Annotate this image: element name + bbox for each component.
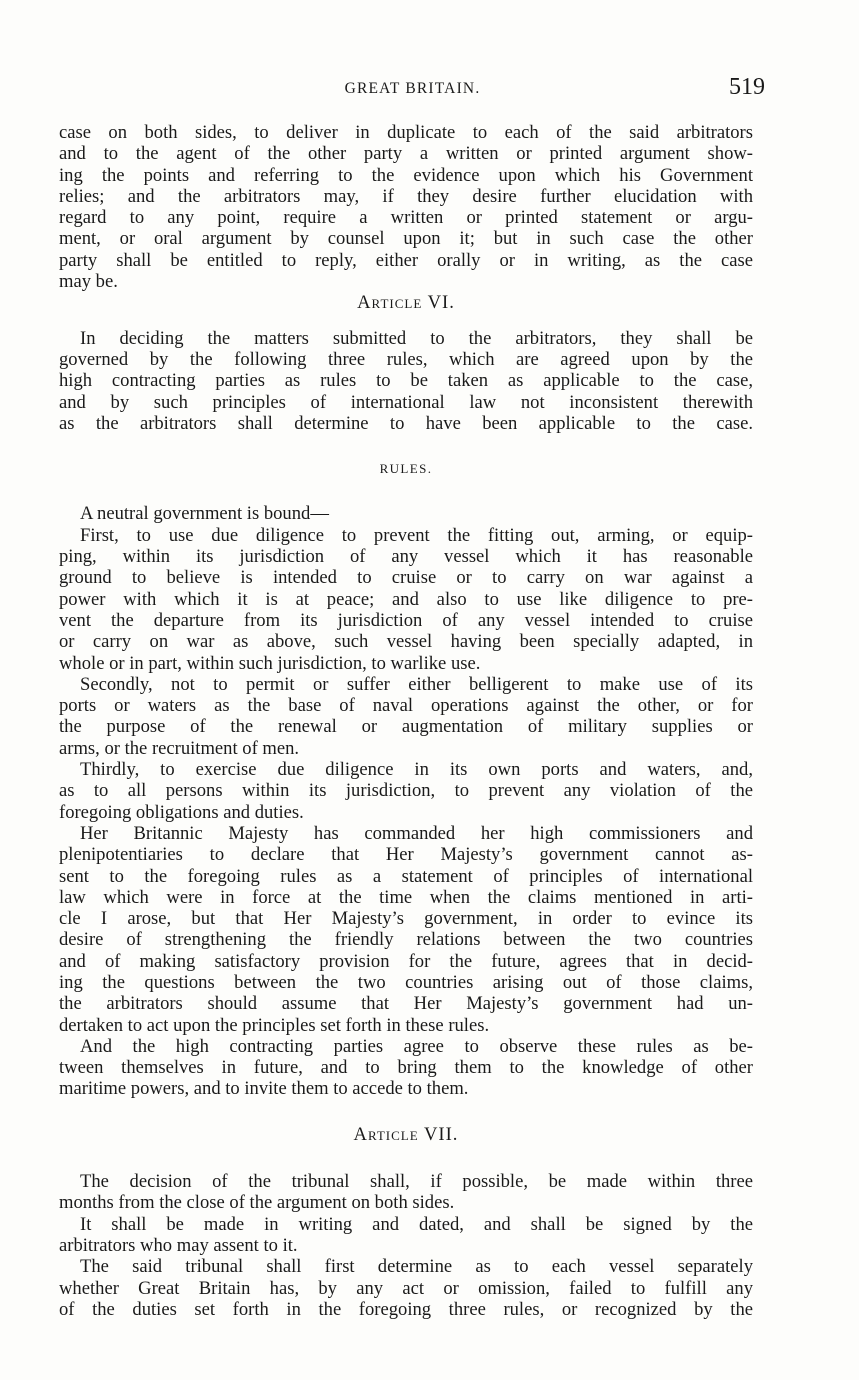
spacer xyxy=(59,1145,753,1171)
text-line: cle I arose, but that Her Majesty’s government, in order to evince its xyxy=(59,908,753,930)
text-line: Secondly, not to permit or suffer either belligerent to make use of its xyxy=(80,673,753,695)
text-line: Thirdly, to exercise due diligence in its own ports and waters, and, xyxy=(80,759,753,781)
text-line: And the high contracting parties agree to observe these rules as be- xyxy=(80,1035,753,1057)
running-head xyxy=(60,74,765,104)
text-line: may be. xyxy=(59,271,118,293)
article-vii-heading: Article VII. xyxy=(353,1123,459,1145)
article-vi-heading: Article VI. xyxy=(357,292,455,314)
text-line: vent the departure from its jurisdiction of any vessel intended to cruise xyxy=(59,609,753,631)
text-line: The said tribunal shall first determine as to each vessel separately xyxy=(80,1256,753,1278)
text-line: maritime powers, and to invite them to accede to them. xyxy=(59,1078,469,1100)
text-line: or carry on war as above, such vessel having been specially adapted, in xyxy=(59,631,753,653)
text-line: of the duties set forth in the foregoing three rules, or recognized by the xyxy=(59,1298,753,1320)
text-line: whole or in part, within such jurisdiction, to warlike use. xyxy=(59,652,481,674)
text-line: high contracting parties as rules to be taken as applicable to the case, xyxy=(59,370,753,392)
text-line: dertaken to act upon the principles set forth in these rules. xyxy=(59,1014,490,1036)
text-line: whether Great Britain has, by any act or omission, failed to fulfill any xyxy=(59,1277,753,1299)
text-line: as to all persons within its jurisdiction, to prevent any violation of the xyxy=(59,780,753,802)
text-line: ground to believe is intended to cruise or to carry on war against a xyxy=(59,567,753,589)
page-number: 519 xyxy=(729,74,765,100)
text-line: the purpose of the renewal or augmentation of military supplies or xyxy=(59,716,753,738)
text-line: arms, or the recruitment of men. xyxy=(59,737,300,759)
spacer xyxy=(59,314,753,328)
rule-thirdly xyxy=(59,759,753,823)
text-line: arbitrators who may assent to it. xyxy=(59,1234,298,1256)
rules-intro: A neutral government is bound— xyxy=(80,503,329,525)
text-line: ing the questions between the two countries arising out of those claims, xyxy=(59,971,753,993)
text-line: and by such principles of international law not inconsistent therewith xyxy=(59,391,753,413)
text-line: Her Britannic Majesty has commanded her high commissioners and xyxy=(80,822,753,844)
text-line: In deciding the matters submitted to the arbitrators, they shall be xyxy=(80,327,753,349)
text-line: and to the agent of the other party a written or printed argument show- xyxy=(59,143,753,165)
decision-paragraph xyxy=(59,1171,753,1214)
rule-first xyxy=(59,525,753,674)
article-vi-paragraph xyxy=(59,328,753,434)
running-title: GREAT BRITAIN. xyxy=(344,80,481,97)
text-line: as the arbitrators shall determine to have been applicable to the case. xyxy=(59,412,753,434)
spacer xyxy=(59,1100,753,1124)
body-text xyxy=(59,122,753,1320)
text-line: the arbitrators should assume that Her Majesty’s government had un- xyxy=(59,993,753,1015)
text-line: tween themselves in future, and to bring them to the knowledge of other xyxy=(59,1057,753,1079)
opening-paragraph xyxy=(59,122,753,292)
text-line: governed by the following three rules, which are agreed upon by the xyxy=(59,348,753,370)
text-line: ment, or oral argument by counsel upon it; but in such case the other xyxy=(59,228,753,250)
text-line: ports or waters as the base of naval operations against the other, or for xyxy=(59,695,753,717)
contracting-parties-paragraph xyxy=(59,1036,753,1100)
writing-paragraph xyxy=(59,1214,753,1257)
text-line: It shall be made in writing and dated, and shall be signed by the xyxy=(80,1213,753,1235)
text-line: case on both sides, to deliver in duplicate to each of the said arbitrators xyxy=(59,122,753,143)
text-line: ing the points and referring to the evidence upon which his Government xyxy=(59,164,753,186)
text-line: and of making satisfactory provision for the future, agrees that in decid- xyxy=(59,950,753,972)
spacer xyxy=(59,479,753,503)
tribunal-paragraph xyxy=(59,1256,753,1320)
text-line: party shall be entitled to reply, either orally or in writing, as the case xyxy=(59,249,753,271)
rules-heading: RULES. xyxy=(379,461,433,477)
text-line: power with which it is at peace; and also to use like diligence to pre- xyxy=(59,588,753,610)
text-line: relies; and the arbitrators may, if they desire further elucidation with xyxy=(59,185,753,207)
text-line: months from the close of the argument on both sides. xyxy=(59,1192,455,1214)
rule-secondly xyxy=(59,674,753,759)
britannic-declaration-paragraph xyxy=(59,823,753,1036)
text-line: The decision of the tribunal shall, if possible, be made within three xyxy=(80,1171,753,1193)
text-line: regard to any point, require a written or printed statement or argu- xyxy=(59,207,753,229)
text-line: First, to use due diligence to prevent the fitting out, arming, or equip- xyxy=(80,524,753,546)
spacer xyxy=(59,434,753,458)
text-line: plenipotentiaries to declare that Her Majesty’s government cannot as- xyxy=(59,844,753,866)
text-line: law which were in force at the time when the claims mentioned in arti- xyxy=(59,886,753,908)
text-line: sent to the foregoing rules as a statement of principles of international xyxy=(59,865,753,887)
text-line: foregoing obligations and duties. xyxy=(59,801,304,823)
text-line: desire of strengthening the friendly relations between the two countries xyxy=(59,929,753,951)
text-line: ping, within its jurisdiction of any vessel which it has reasonable xyxy=(59,546,753,568)
